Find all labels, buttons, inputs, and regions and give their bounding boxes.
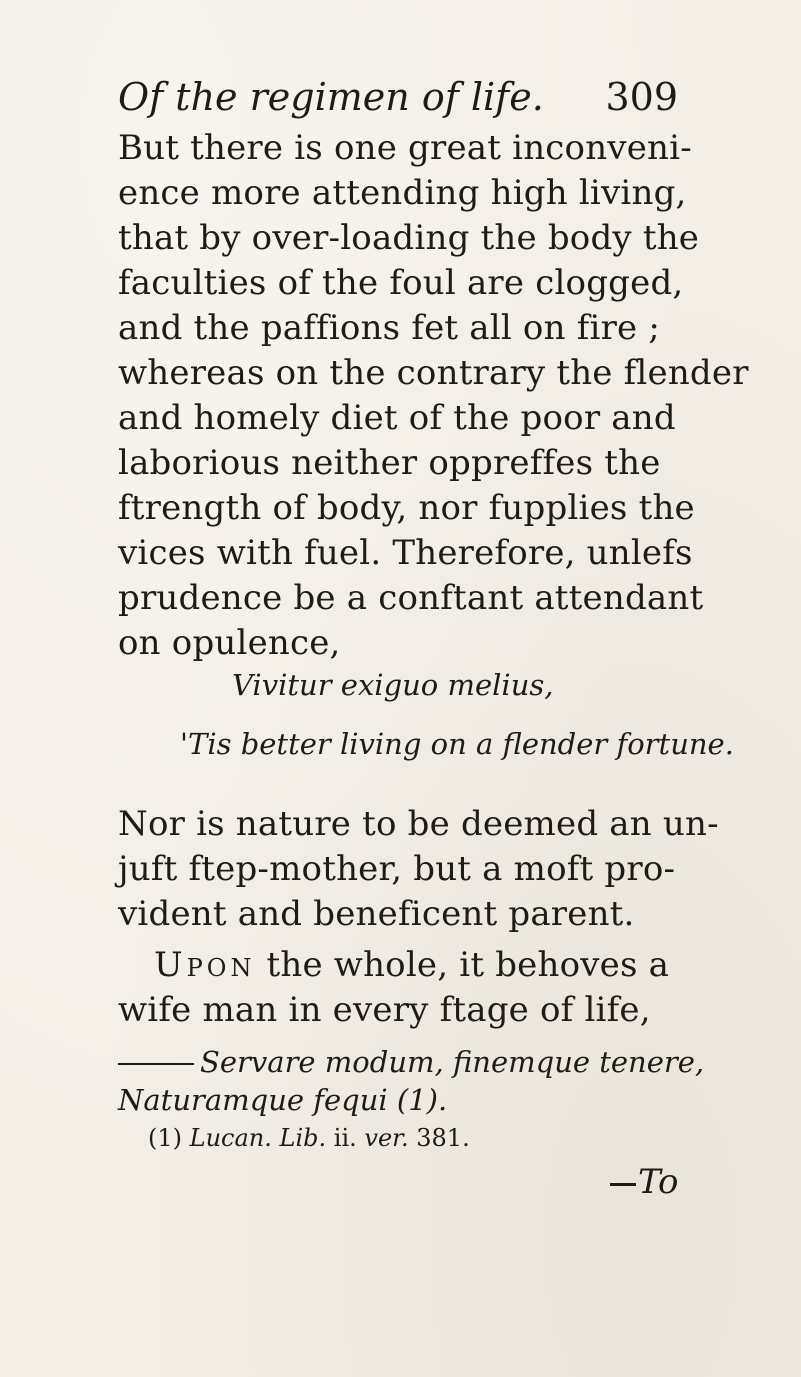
page-number: 309 xyxy=(605,75,678,119)
footnote-author: Lucan. xyxy=(189,1124,272,1152)
paragraph-nature xyxy=(118,802,719,937)
catchword-text: To xyxy=(638,1162,679,1202)
footnote-marker: (1) xyxy=(148,1124,182,1152)
paragraph-high-living xyxy=(118,126,749,666)
text-line: and the paffions fet all on fire ; xyxy=(118,308,661,348)
text-line: faculties of the foul are clogged, xyxy=(118,263,684,303)
text-line: that by over-loading the body the xyxy=(118,218,700,258)
text-line: wife man in every ftage of life, xyxy=(118,990,651,1030)
text-line: ftrength of body, nor fupplies the xyxy=(118,488,695,528)
footnote xyxy=(148,1121,470,1155)
running-head xyxy=(118,72,678,122)
text-fragment: the whole, it behoves a xyxy=(255,945,670,985)
text-line: prudence be a conftant attendant xyxy=(118,578,704,618)
text-line: whereas on the contrary the flender xyxy=(118,353,749,393)
text-line: on opulence, xyxy=(118,623,341,663)
footnote-book-number: ii. xyxy=(333,1124,357,1152)
text-line: vident and beneficent parent. xyxy=(118,894,635,934)
text-line: and homely diet of the poor and xyxy=(118,398,676,438)
text-line: Nor is nature to be deemed an un- xyxy=(118,804,719,844)
catchword xyxy=(610,1160,679,1204)
lead-word: Upon xyxy=(154,945,256,985)
verse-line xyxy=(118,1043,705,1081)
latin-verse xyxy=(118,1043,705,1119)
catchword-rule xyxy=(610,1183,636,1186)
text-line: juft ftep-mother, but a moft pro- xyxy=(118,849,676,889)
footnote-verse-number: 381. xyxy=(416,1124,470,1152)
latin-quotation: Vivitur exiguo melius, xyxy=(232,668,554,702)
text-line: But there is one great inconveni- xyxy=(118,128,692,168)
text-line xyxy=(118,943,680,988)
chapter-title: Of the regimen of life. xyxy=(118,75,544,119)
text-line: laborious neither oppreffes the xyxy=(118,443,661,483)
english-translation: 'Tis better living on a flender fortune. xyxy=(180,727,734,761)
verse-text: Servare modum, finemque tenere, xyxy=(200,1045,705,1079)
text-line: ence more attending high living, xyxy=(118,173,687,213)
text-line: vices with fuel. Therefore, unlefs xyxy=(118,533,693,573)
paragraph-upon-the-whole xyxy=(118,943,680,1033)
footnote-verse-label: ver. xyxy=(364,1124,409,1152)
footnote-book-label: Lib. xyxy=(279,1124,327,1152)
verse-line: Naturamque fequi (1). xyxy=(118,1083,448,1117)
em-dash-rule xyxy=(118,1063,194,1065)
